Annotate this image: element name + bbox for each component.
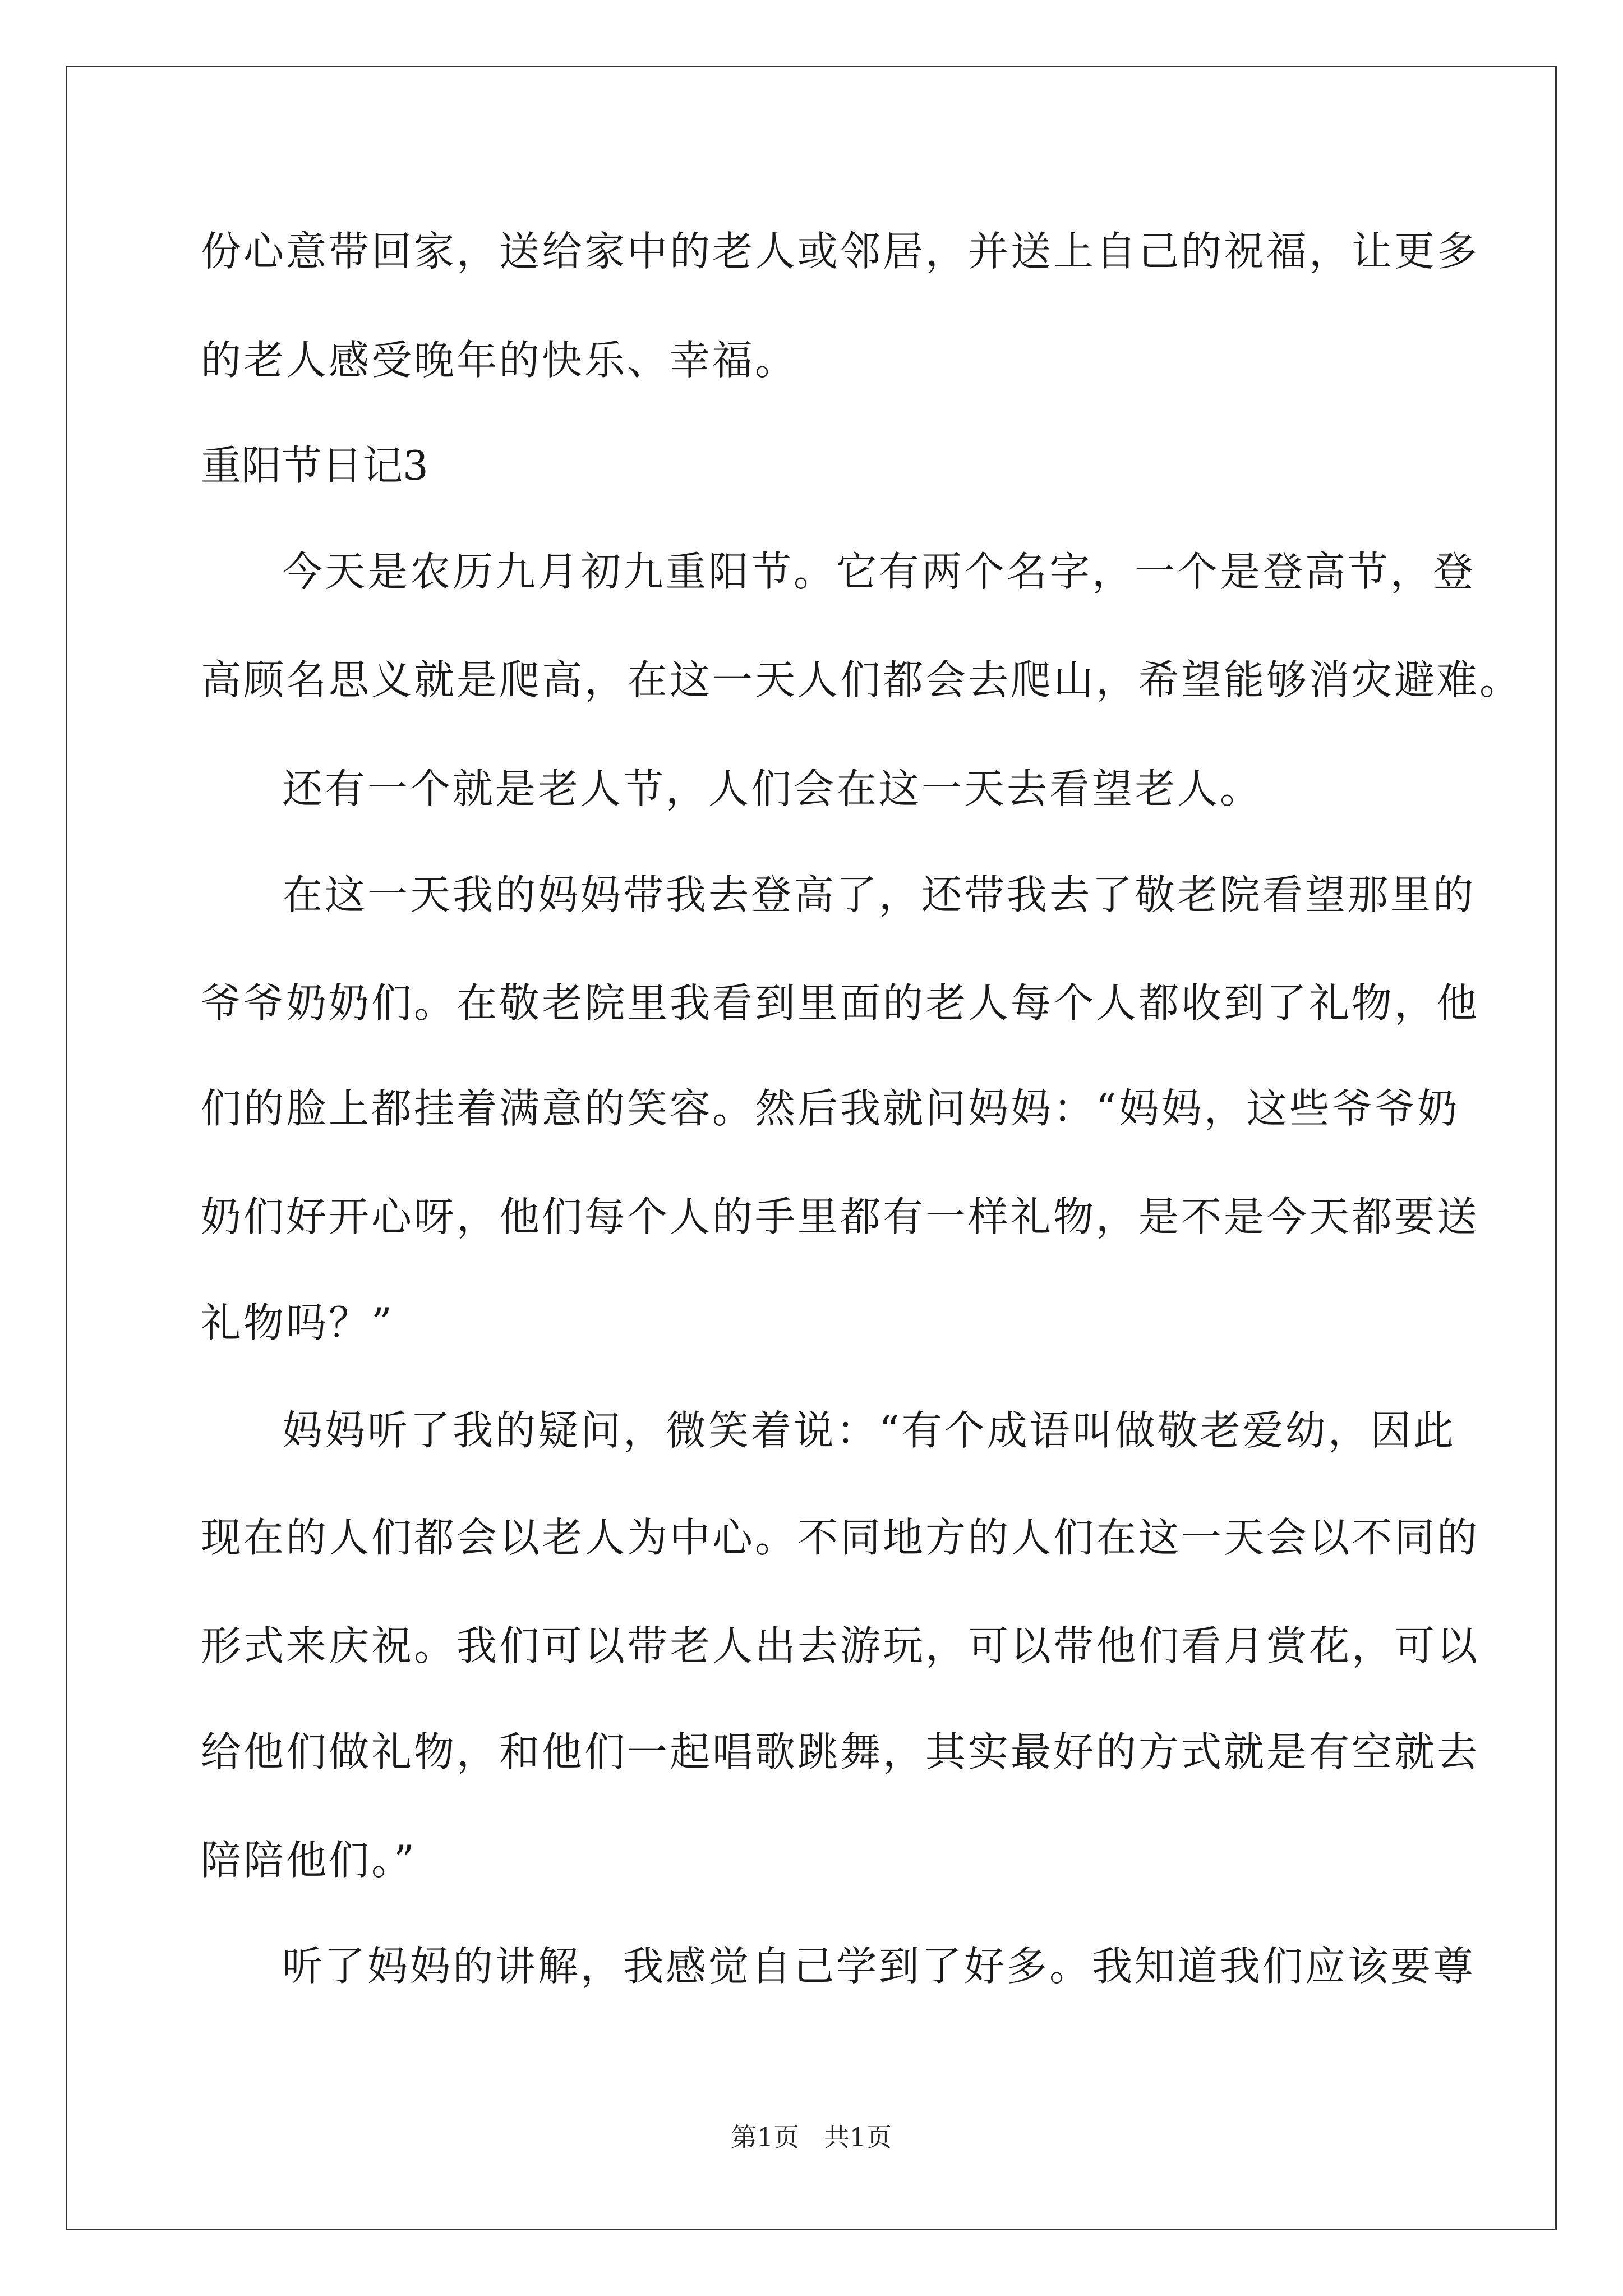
text-line: 听了妈妈的讲解，我感觉自己学到了好多。我知道我们应该要尊 — [282, 1943, 1476, 1990]
text-line: 妈妈听了我的疑问，微笑着说：“有个成语叫做敬老爱幼，因此 — [282, 1407, 1456, 1454]
text-line: 们的脸上都挂着满意的笑容。然后我就问妈妈：“妈妈，这些爷爷奶 — [201, 1085, 1460, 1132]
text-line: 还有一个就是老人节，人们会在这一天去看望老人。 — [282, 765, 1263, 812]
text-line: 的老人感受晚年的快乐、幸福。 — [201, 337, 798, 384]
section-heading: 重阳节日记3 — [201, 442, 428, 489]
page-footer: 第1页 共1页 — [731, 2122, 892, 2152]
text-line: 陪陪他们。” — [201, 1837, 417, 1884]
text-line: 现在的人们都会以老人为中心。不同地方的人们在这一天会以不同的 — [201, 1514, 1480, 1561]
text-line: 奶们好开心呀，他们每个人的手里都有一样礼物，是不是今天都要送 — [201, 1193, 1480, 1240]
text-line: 给他们做礼物，和他们一起唱歌跳舞，其实最好的方式就是有空就去 — [201, 1728, 1480, 1775]
text-line: 份心意带回家，送给家中的老人或邻居，并送上自己的祝福，让更多 — [201, 228, 1480, 275]
text-line: 爷爷奶奶们。在敬老院里我看到里面的老人每个人都收到了礼物，他 — [201, 979, 1480, 1027]
text-line: 高顾名思义就是爬高，在这一天人们都会去爬山，希望能够消灾避难。 — [201, 656, 1523, 703]
text-line: 在这一天我的妈妈带我去登高了，还带我去了敬老院看望那里的 — [282, 871, 1476, 918]
text-line: 礼物吗？” — [201, 1299, 394, 1346]
text-line: 今天是农历九月初九重阳节。它有两个名字，一个是登高节，登 — [282, 548, 1476, 595]
page-border — [66, 66, 1557, 2230]
text-line: 形式来庆祝。我们可以带老人出去游玩，可以带他们看月赏花，可以 — [201, 1622, 1480, 1669]
